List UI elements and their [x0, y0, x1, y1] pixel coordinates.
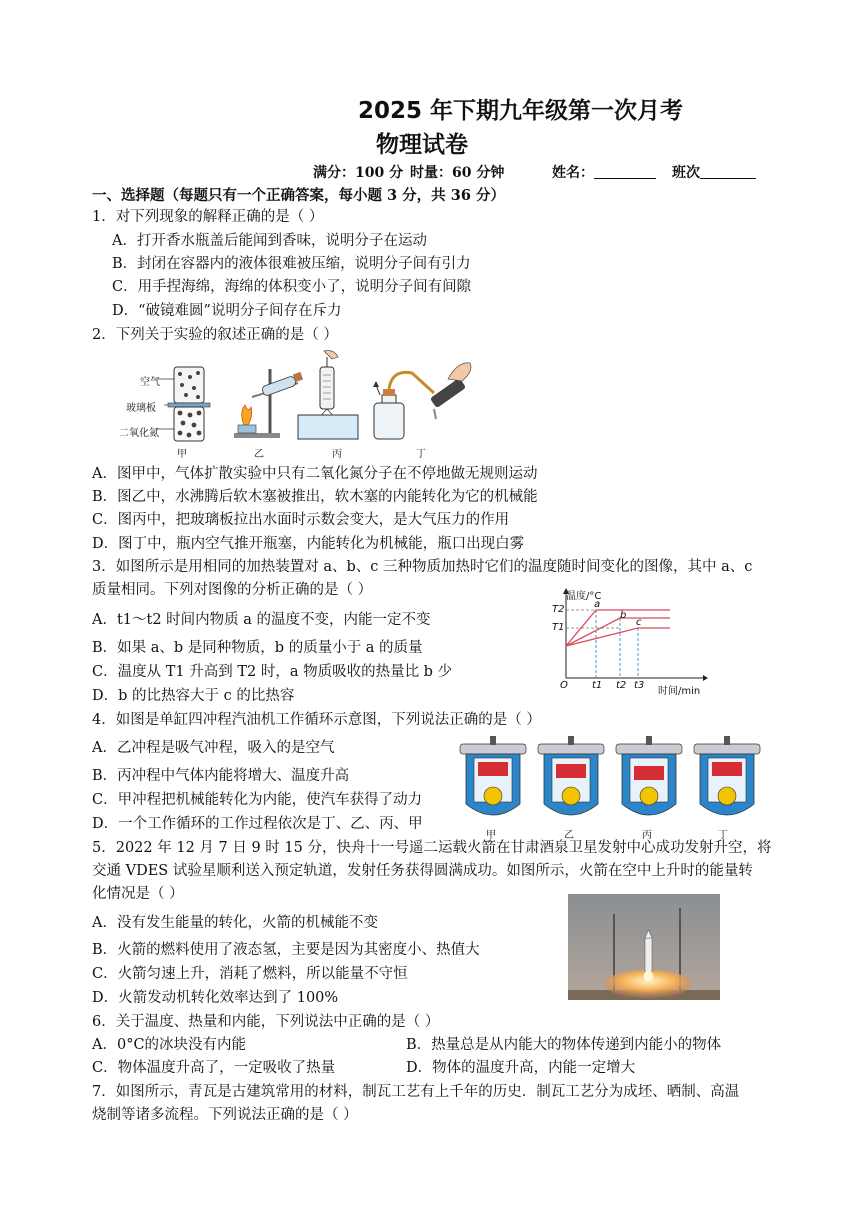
- q4-option-c[interactable]: C．甲冲程把机械能转化为内能，使汽车获得了动力: [92, 792, 423, 808]
- engine-jia: [460, 736, 526, 815]
- q5-option-c[interactable]: C．火箭匀速上升，消耗了燃料，所以能量不守恒: [92, 966, 408, 982]
- q3-option-b[interactable]: B．如果 a、b 是同种物质，b 的质量小于 a 的质量: [92, 640, 423, 656]
- q5-stem-line2: 交通 VDES 试验星顺利送入预定轨道，发射任务获得圆满成功。如图所示，火箭在空中上升时的能量转: [92, 863, 753, 879]
- q3-option-d[interactable]: D．b 的比热容大于 c 的比热容: [92, 688, 295, 704]
- graph-label-b: b: [620, 610, 627, 621]
- exam-subtitle: 物理试卷: [376, 132, 468, 158]
- q5-stem-line3: 化情况是（ ）: [92, 886, 184, 902]
- q3-stem-line2: 质量相同。下列对图像的分析正确的是（ ）: [92, 582, 373, 598]
- label-jia: 甲: [177, 449, 187, 460]
- q2-option-c[interactable]: C．图丙中，把玻璃板拉出水面时示数会变大，是大气压力的作用: [92, 512, 510, 528]
- engine-label-ding: 丁: [718, 830, 728, 841]
- q2-stem: 2．下列关于实验的叙述正确的是（ ）: [92, 327, 338, 343]
- q1-option-a[interactable]: A．打开香水瓶盖后能闻到香味，说明分子在运动: [112, 233, 427, 249]
- graph-ylabel: 温度/°C: [566, 591, 602, 602]
- q6-option-a[interactable]: A．0°C的冰块没有内能: [92, 1037, 247, 1053]
- boiling-tube-stand: [234, 369, 303, 438]
- q4-option-d[interactable]: D．一个工作循环的工作过程依次是丁、乙、丙、甲: [92, 816, 423, 832]
- graph-label-a: a: [594, 599, 601, 610]
- name-label: 姓名：: [552, 165, 594, 181]
- q5-rocket-photo: [568, 894, 720, 1000]
- bottle-pump: [373, 363, 471, 439]
- engine-label-yi: 乙: [564, 830, 574, 841]
- class-field[interactable]: [672, 162, 756, 182]
- label-no2: 二氧化氮: [119, 428, 159, 439]
- graph-t3: t3: [634, 680, 645, 691]
- q5-option-b[interactable]: B．火箭的燃料使用了液态氢，主要是因为其密度小、热值大: [92, 942, 480, 958]
- label-ding: 丁: [416, 449, 426, 460]
- engine-yi: [538, 736, 604, 815]
- q5-option-a[interactable]: A．没有发生能量的转化，火箭的机械能不变: [92, 915, 378, 931]
- name-field[interactable]: [552, 162, 656, 182]
- q4-stem: 4．如图是单缸四冲程汽油机工作循环示意图，下列说法正确的是（ ）: [92, 712, 541, 728]
- q6-option-d[interactable]: D．物体的温度升高，内能一定增大: [406, 1060, 636, 1076]
- exam-title: 2025 年下期九年级第一次月考: [358, 98, 684, 124]
- q5-option-d[interactable]: D．火箭发动机转化效率达到了 100%: [92, 990, 339, 1006]
- graph-t1: t1: [592, 680, 603, 691]
- diffusion-jars: [154, 367, 210, 441]
- graph-label-c: c: [636, 617, 642, 628]
- q4-option-b[interactable]: B．丙冲程中气体内能将增大、温度升高: [92, 768, 350, 784]
- q6-option-b[interactable]: B．热量总是从内能大的物体传递到内能小的物体: [406, 1037, 722, 1053]
- time-info: 时量：60 分钟: [410, 165, 505, 181]
- q2-option-d[interactable]: D．图丁中，瓶内空气推开瓶塞，内能转化为机械能，瓶口出现白雾: [92, 536, 525, 552]
- label-yi: 乙: [254, 449, 264, 460]
- engine-label-bing: 丙: [642, 830, 652, 841]
- q3-stem-line1: 3．如图所示是用相同的加热装置对 a、b、c 三种物质加热时它们的温度随时间变化的图像，其中 a、c: [92, 559, 753, 575]
- engine-label-jia: 甲: [486, 830, 496, 841]
- q1-stem: 1．对下列现象的解释正确的是（ ）: [92, 209, 324, 225]
- q4-option-a[interactable]: A．乙冲程是吸气冲程，吸入的是空气: [92, 740, 335, 756]
- engine-ding: [694, 736, 760, 815]
- q7-stem-line2: 烧制等诸多流程。下列说法正确的是（ ）: [92, 1107, 358, 1123]
- q3-option-a[interactable]: A．t1～t2 时间内物质 a 的温度不变，内能一定不变: [92, 612, 431, 628]
- q4-engine-strokes-figure: [456, 734, 768, 830]
- q5-stem-line1: 5．2022 年 12 月 7 日 9 时 15 分，快舟十一号遥二运载火箭在甘肃酒泉卫星发射中心成功发射升空，将: [92, 840, 772, 856]
- engine-bing: [616, 736, 682, 815]
- q2-option-b[interactable]: B．图乙中，水沸腾后软木塞被推出，软木塞的内能转化为它的机械能: [92, 489, 538, 505]
- q1-option-d[interactable]: D．“破镜难圆”说明分子间存在斥力: [112, 303, 342, 319]
- q3-option-c[interactable]: C．温度从 T1 升高到 T2 时，a 物质吸收的热量比 b 少: [92, 664, 453, 680]
- score-info: 满分：100 分: [313, 165, 404, 181]
- name-blank[interactable]: [594, 164, 656, 179]
- spring-scale-glass: [298, 351, 358, 439]
- q6-option-c[interactable]: C．物体温度升高了，一定吸收了热量: [92, 1060, 336, 1076]
- class-label: 班次: [672, 165, 700, 181]
- graph-T1: T1: [552, 622, 565, 633]
- q1-option-b[interactable]: B．封闭在容器内的液体很难被压缩，说明分子间有引力: [112, 256, 471, 272]
- q7-stem-line1: 7．如图所示，青瓦是古建筑常用的材料，制瓦工艺有上千年的历史．制瓦工艺分为成坯、晒制、高温: [92, 1084, 740, 1100]
- graph-t2: t2: [616, 680, 627, 691]
- q2-option-a[interactable]: A．图甲中，气体扩散实验中只有二氧化氮分子在不停地做无规则运动: [92, 466, 538, 482]
- graph-T2: T2: [552, 604, 565, 615]
- class-blank[interactable]: [700, 164, 756, 179]
- q6-stem: 6．关于温度、热量和内能，下列说法中正确的是（ ）: [92, 1014, 440, 1030]
- graph-origin: O: [560, 680, 568, 691]
- graph-xlabel: 时间/min: [658, 686, 701, 697]
- section-heading: 一、选择题（每题只有一个正确答案，每小题 3 分，共 36 分）: [92, 187, 505, 204]
- label-bing: 丙: [332, 449, 342, 460]
- q1-option-c[interactable]: C．用手捏海绵，海绵的体积变小了，说明分子间有间隙: [112, 279, 472, 295]
- label-glass-plate: 玻璃板: [126, 403, 156, 414]
- label-air: 空气: [140, 377, 160, 388]
- q2-experiment-figure: [112, 347, 482, 462]
